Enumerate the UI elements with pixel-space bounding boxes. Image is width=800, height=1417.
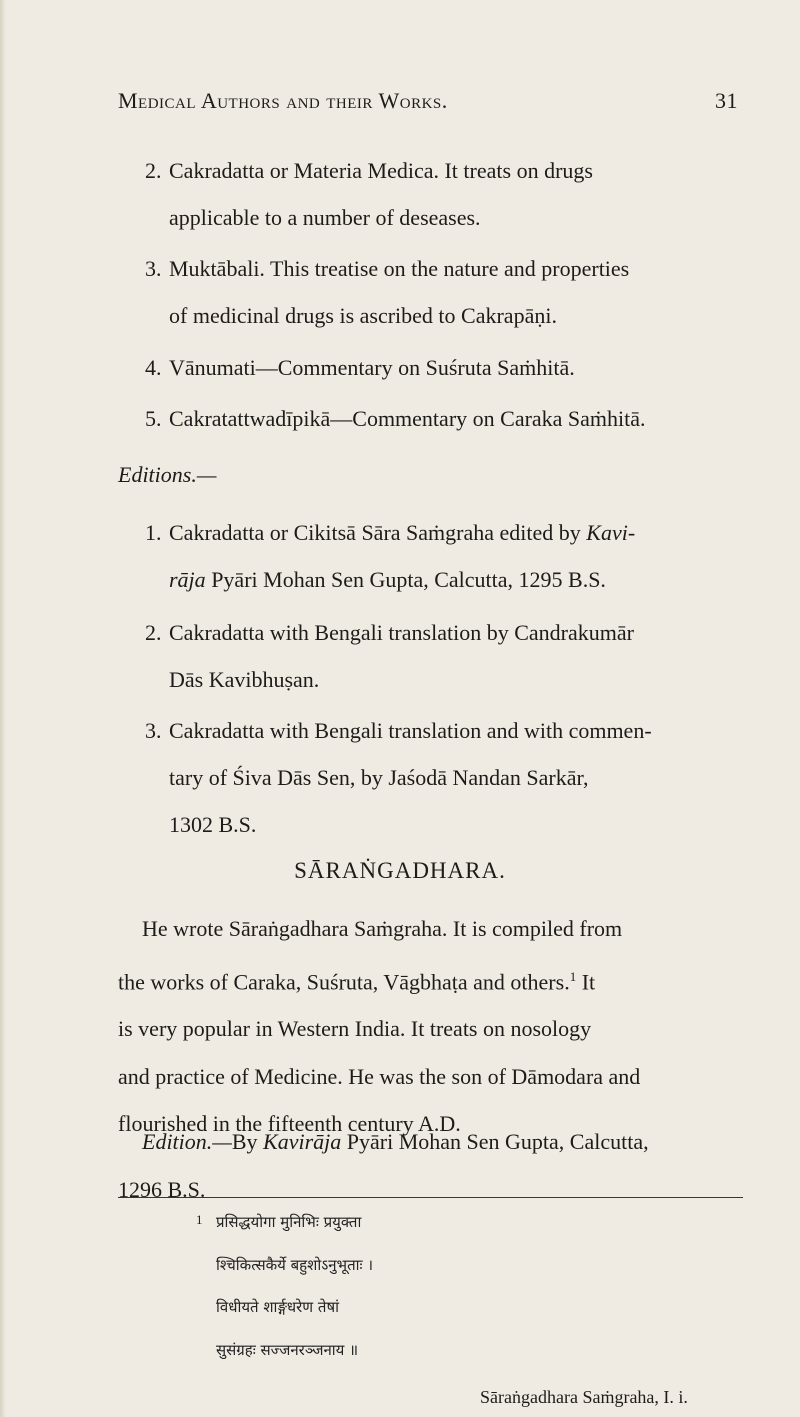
work-item-3: [145, 245, 725, 339]
running-title: Medical Authors and their Works.: [118, 88, 448, 113]
para-text: 1296 B.S.: [118, 1176, 206, 1202]
edition-text-cont: 1302 B.S.: [169, 812, 257, 837]
edition-text: Cakradatta with Bengali translation by Candrakumār: [169, 620, 634, 645]
body-paragraph: [118, 905, 748, 1148]
sanskrit-verse-line-1: प्रसिद्धयोगा मुनिभिः प्रयुक्ता: [216, 1213, 362, 1231]
edition-text-italic: rāja: [169, 567, 206, 592]
work-text-cont: applicable to a number of deseases.: [169, 205, 481, 230]
work-number: 5.: [145, 406, 162, 431]
work-number: 4.: [145, 355, 162, 380]
footnote-source: Sāraṅgadhara Saṁgraha, I. i.: [480, 1387, 688, 1407]
para-line: [118, 1005, 748, 1053]
work-number: 2.: [145, 158, 162, 183]
para-line: [118, 1118, 748, 1166]
edition-text: [145, 509, 725, 556]
edition-text-italic: Kavi-: [586, 520, 636, 545]
sanskrit-verse-line-3: विधीयते शार्ङ्गधरेण तेषां: [216, 1298, 340, 1316]
edition-text-rest: Pyāri Mohan Sen Gupta, Calcutta, 1295 B.S.: [205, 567, 606, 592]
work-text: Cakratattwadīpikā—Commentary on Caraka Saṁhitā.: [169, 406, 646, 431]
editions-heading: Editions.—: [118, 462, 217, 487]
para-line: [118, 953, 748, 1006]
edition-label: Edition.—: [142, 1129, 232, 1154]
footnote-reference: 1: [569, 968, 577, 984]
para-line: [118, 905, 748, 953]
work-text: Vānumati—Commentary on Suśruta Saṁhitā.: [169, 355, 575, 380]
edition-paragraph: [118, 1118, 748, 1213]
para-text: By: [231, 1129, 264, 1154]
work-text: Cakradatta or Materia Medica. It treats on drugs: [169, 158, 593, 183]
edition-item-3: [145, 707, 725, 848]
edition-number: 3.: [145, 718, 162, 743]
edition-number: 1.: [145, 520, 162, 545]
work-number: 3.: [145, 256, 162, 281]
para-text: and practice of Medicine. He was the son of Dāmodara and: [118, 1063, 641, 1089]
footnote-divider: [118, 1197, 743, 1198]
para-text: flourished in the fifteenth century A.D.: [118, 1111, 461, 1137]
section-title: SĀRAṄGADHARA.: [294, 858, 506, 883]
sanskrit-verse-line-4: सुसंग्रहः सज्जनरञ्जनाय ॥: [216, 1341, 359, 1359]
page-number: 31: [715, 88, 738, 113]
work-item-4: [145, 344, 725, 391]
edition-italic: Kavirāja: [263, 1129, 342, 1154]
edition-text-cont: [145, 556, 725, 603]
work-item-2: [145, 147, 725, 241]
work-item-5: [145, 395, 725, 442]
para-line: [118, 1166, 748, 1214]
edition-number: 2.: [145, 620, 162, 645]
sanskrit-verse-line-2: श्चिकित्सकैर्ये बहुशोऽनुभूताः ।: [216, 1256, 374, 1274]
edition-text: Cakradatta with Bengali translation and with commen-: [169, 718, 652, 743]
para-text: He wrote Sāraṅgadhara Saṁgraha. It is compiled from: [142, 916, 623, 941]
page-binding-edge: [0, 0, 6, 1417]
edition-text-cont: tary of Śiva Dās Sen, by Jaśodā Nandan Sarkār,: [169, 765, 589, 790]
footnote-mark: 1: [196, 1212, 203, 1227]
edition-text-pre: Cakradatta or Cikitsā Sāra Saṁgraha edited by: [169, 520, 587, 545]
para-text: It: [576, 968, 596, 994]
work-text-cont: of medicinal drugs is ascribed to Cakrapāṇi.: [169, 303, 557, 328]
work-text: Muktābali. This treatise on the nature and properties: [169, 256, 630, 281]
para-line: [118, 1053, 748, 1101]
edition-item-1: [145, 509, 725, 603]
para-text: Pyāri Mohan Sen Gupta, Calcutta,: [341, 1129, 649, 1154]
edition-item-2: [145, 609, 725, 703]
running-header: [118, 88, 738, 114]
para-text: the works of Caraka, Suśruta, Vāgbhaṭa and others.: [118, 968, 570, 994]
para-text: is very popular in Western India. It treats on nosology: [118, 1016, 592, 1042]
edition-text-cont: Dās Kavibhuṣan.: [169, 667, 320, 692]
